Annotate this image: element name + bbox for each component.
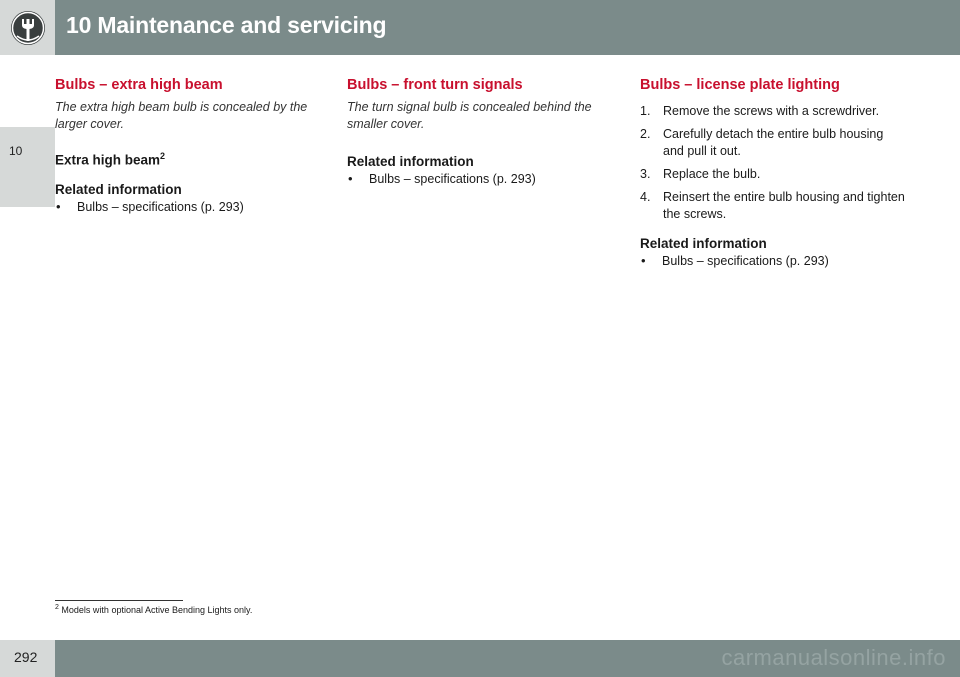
chapter-icon-box (0, 0, 55, 55)
related-link[interactable]: Bulbs – specifications (p. 293) (369, 172, 536, 186)
subsection-heading (55, 151, 320, 168)
watermark: carmanualsonline.info (721, 645, 946, 670)
chapter-side-tab (0, 127, 55, 207)
page-number-box (0, 640, 55, 677)
section-intro: The extra high beam bulb is concealed by the larger cover. (55, 100, 308, 131)
step-text: Replace the bulb. (663, 167, 761, 181)
wrench-gear-icon (8, 8, 48, 48)
footnote-marker: 2 (55, 604, 59, 611)
related-info-heading: Related information (640, 236, 767, 251)
subsection-heading-text: Extra high beam (55, 152, 161, 168)
procedure-step (640, 103, 905, 120)
footnote (55, 604, 252, 615)
related-info-item[interactable] (640, 253, 905, 270)
step-number: 4. (640, 190, 651, 204)
page-title: 10 Maintenance and servicing (66, 12, 387, 38)
step-text: Carefully detach the entire bulb housing and pull it out. (663, 127, 884, 158)
step-number: 1. (640, 104, 651, 118)
section-heading: Bulbs – front turn signals (347, 77, 523, 93)
step-number: 3. (640, 167, 651, 181)
related-info-heading: Related information (55, 181, 182, 197)
chapter-number: 10 (9, 144, 23, 158)
section-extra-high-beam (55, 77, 320, 216)
chapter-header (0, 0, 960, 55)
step-number: 2. (640, 127, 651, 141)
related-link[interactable]: Bulbs – specifications (p. 293) (77, 199, 244, 214)
section-front-turn-signals (347, 77, 612, 188)
section-intro: The turn signal bulb is concealed behind the smaller cover. (347, 100, 592, 131)
bullet-glyph: • (641, 253, 646, 268)
footnote-reference: 2 (160, 151, 166, 161)
related-link[interactable]: Bulbs – specifications (p. 293) (662, 254, 829, 268)
procedure-step (640, 189, 905, 223)
section-heading: Bulbs – license plate lighting (640, 77, 840, 93)
step-text: Remove the screws with a screwdriver. (663, 104, 880, 118)
page-number: 292 (14, 649, 38, 665)
footnote-divider (55, 600, 183, 601)
bullet-glyph: • (56, 198, 61, 214)
related-info-heading: Related information (347, 154, 474, 169)
procedure-step (640, 166, 905, 183)
footnote-text: Models with optional Active Bending Lights only. (61, 605, 253, 615)
procedure-step (640, 126, 905, 160)
procedure-steps (640, 103, 905, 223)
related-info-item[interactable] (347, 171, 612, 188)
section-license-plate-lighting (640, 77, 905, 270)
related-info-item[interactable] (55, 199, 320, 216)
section-heading: Bulbs – extra high beam (55, 77, 223, 93)
bullet-glyph: • (348, 171, 353, 186)
step-text: Reinsert the entire bulb housing and tighten the screws. (663, 190, 905, 221)
